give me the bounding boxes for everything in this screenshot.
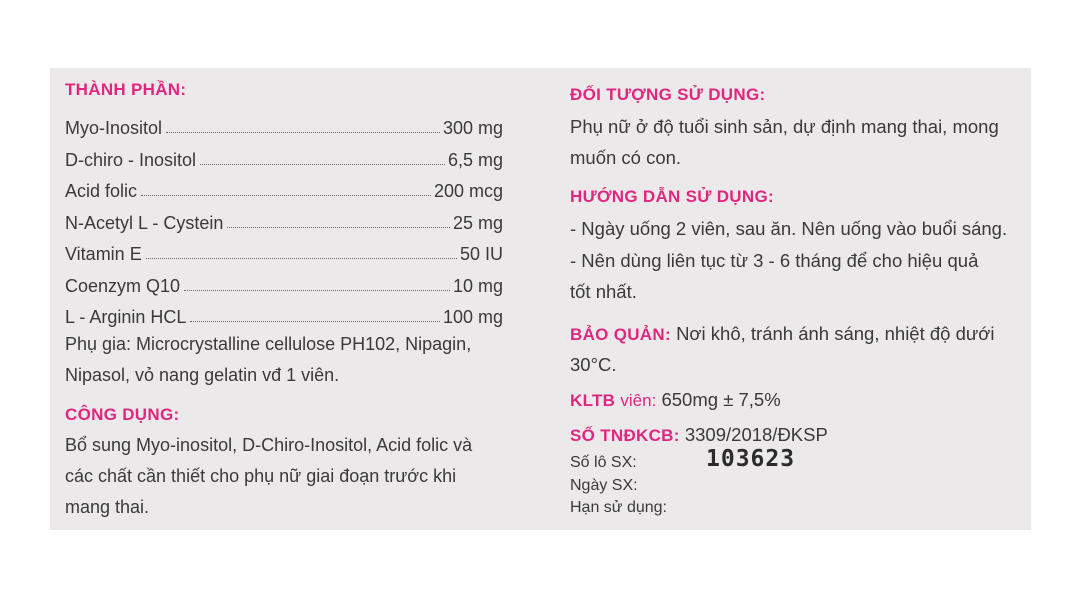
directions-heading: HƯỚNG DẪN SỬ DỤNG:: [570, 187, 774, 206]
weight-tolerance: ± 7,5%: [723, 389, 781, 410]
weight-line: [570, 384, 781, 416]
ingredient-row: [65, 267, 503, 297]
registration-value: 3309/2018/ĐKSP: [684, 424, 828, 445]
ingredient-row: [65, 141, 503, 171]
target-line-1: Phụ nữ ở độ tuổi sinh sản, dự định mang thai, mong: [570, 116, 999, 137]
dot-leader: [141, 194, 431, 196]
ingredient-row: [65, 298, 503, 328]
ingredient-amount: 300 mg: [442, 118, 503, 138]
directions-line-2: - Nên dùng liên tục từ 3 - 6 tháng để cho hiệu quả: [570, 250, 979, 271]
storage-line-2: 30°C.: [570, 354, 617, 375]
mfg-date-label: Ngày SX:: [570, 477, 638, 494]
ingredient-row: [65, 172, 503, 202]
dot-leader: [200, 163, 445, 165]
weight-label-bold: KLTB: [570, 391, 616, 410]
ingredient-amount: 200 mcg: [433, 181, 503, 201]
ingredient-name: N-Acetyl L - Cystein: [65, 212, 224, 233]
directions-line-3: tốt nhất.: [570, 281, 637, 302]
ingredient-name: Coenzym Q10: [65, 275, 181, 296]
lot-label: Số lô SX:: [570, 454, 637, 471]
target-line-2: muốn có con.: [570, 147, 682, 168]
dot-leader: [227, 226, 450, 228]
dot-leader: [166, 131, 440, 133]
target-heading: ĐỐI TƯỢNG SỬ DỤNG:: [570, 85, 766, 104]
uses-line-3: mang thai.: [65, 497, 150, 517]
uses-line-1: Bổ sung Myo-inositol, D-Chiro-Inositol, Acid folic và: [65, 435, 473, 455]
ingredient-amount: 10 mg: [452, 275, 503, 296]
dot-leader: [190, 320, 440, 322]
uses-line-2: các chất cần thiết cho phụ nữ giai đoạn trước khi: [65, 466, 457, 486]
ingredient-amount: 50 IU: [459, 244, 503, 264]
ingredient-row: [65, 235, 503, 265]
ingredient-amount: 100 mg: [442, 307, 503, 327]
label-panel: [50, 68, 1031, 530]
ingredient-name: Myo-Inositol: [65, 118, 163, 138]
excipients-line-2: Nipasol, vỏ nang gelatin vđ 1 viên.: [65, 365, 340, 385]
uses-heading: CÔNG DỤNG:: [65, 405, 180, 424]
ingredient-name: L - Arginin HCL: [65, 307, 187, 327]
registration-label: SỐ TNĐKCB:: [570, 426, 680, 445]
weight-label-rest: viên:: [620, 391, 657, 410]
directions-line-1: - Ngày uống 2 viên, sau ăn. Nên uống vào buổi sáng.: [570, 218, 1008, 239]
dot-leader: [146, 257, 457, 259]
ingredients-heading: THÀNH PHẦN:: [65, 80, 187, 99]
expiry-label: Hạn sử dụng:: [570, 499, 667, 516]
excipients-line-1: Phụ gia: Microcrystalline cellulose PH102, Nipagin,: [65, 334, 472, 354]
ingredient-amount: 6,5 mg: [447, 149, 503, 170]
ingredient-name: D-chiro - Inositol: [65, 149, 197, 170]
dot-leader: [184, 289, 450, 291]
storage-text: Nơi khô, tránh ánh sáng, nhiệt độ dưới: [676, 323, 995, 344]
storage-line-1: [570, 318, 995, 350]
lot-number-stamp: 103623: [706, 446, 796, 472]
ingredient-row: [65, 109, 503, 139]
ingredient-name: Acid folic: [65, 181, 138, 201]
ingredient-name: Vitamin E: [65, 244, 142, 264]
ingredient-row: [65, 204, 503, 234]
storage-heading: BẢO QUẢN:: [570, 325, 671, 344]
ingredient-amount: 25 mg: [452, 212, 503, 233]
weight-value: 650mg: [661, 389, 719, 410]
